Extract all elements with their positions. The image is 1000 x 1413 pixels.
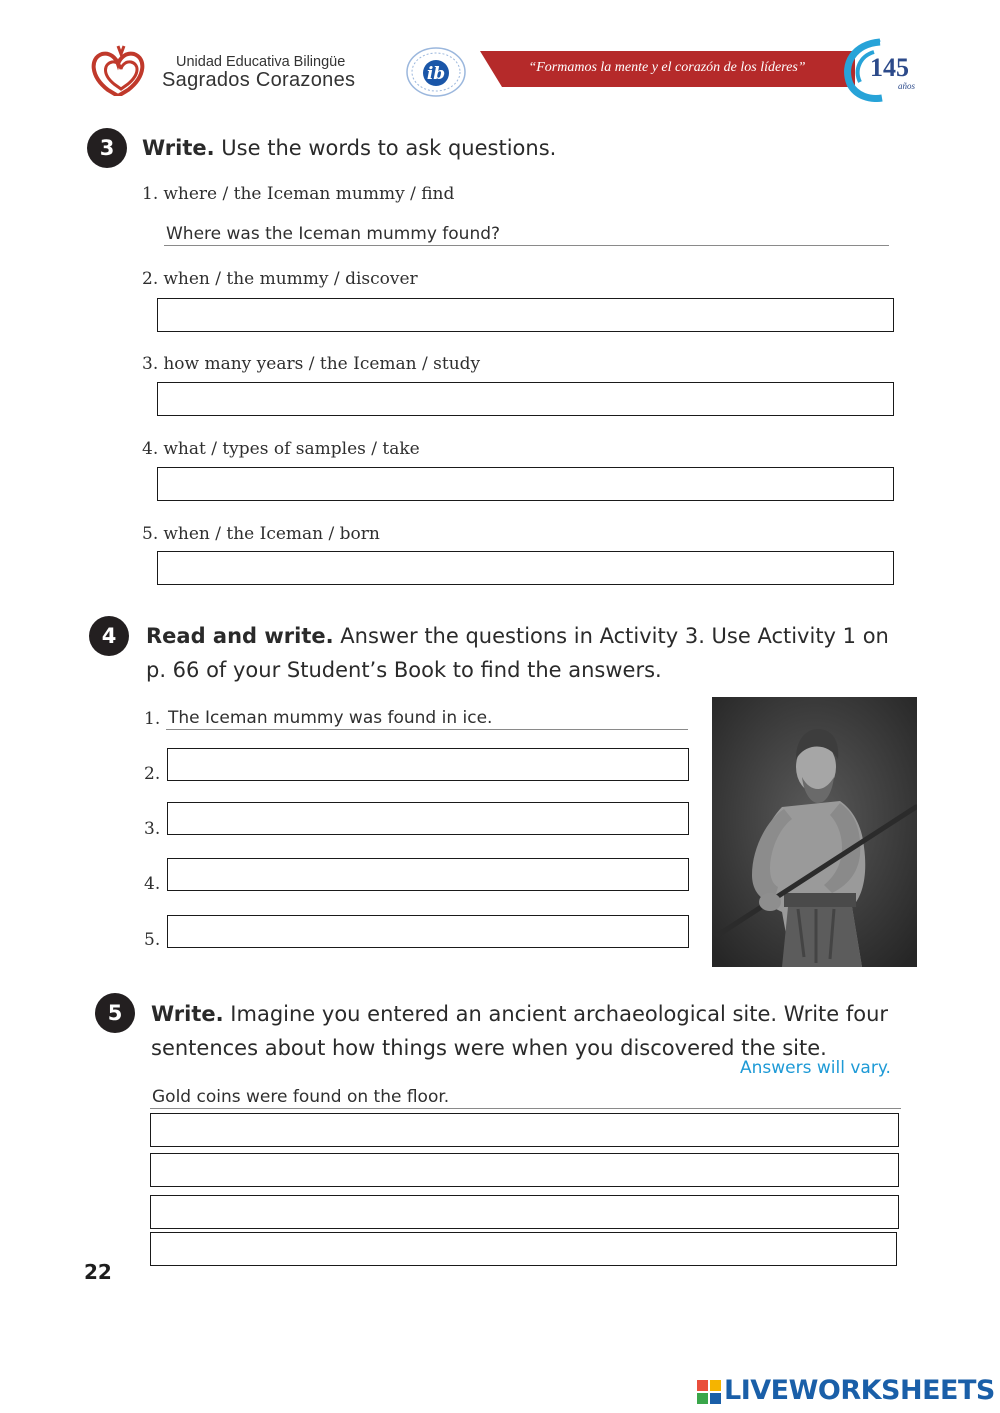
page-number: 22 [84,1260,112,1284]
activity-5-answer-2-input[interactable] [150,1153,899,1187]
activity-4-answer-5-input[interactable] [167,915,689,948]
activity-3-item-4 [142,439,420,459]
answer-line [164,245,889,246]
activity-5-badge: 5 [95,993,135,1033]
activity-5-title: Write. [151,1002,224,1026]
activity-5-instruction [151,997,911,1065]
school-logo-icon [88,44,154,96]
answer-line [166,729,688,730]
answer-line [150,1108,901,1109]
activity-3-badge: 3 [87,128,127,168]
activity-3-instruction-text: Use the words to ask questions. [221,136,557,160]
activity-5-example-answer: Gold coins were found on the floor. [152,1087,450,1107]
item-number: 1. [144,709,161,729]
activity-4-answer-4-input[interactable] [167,858,689,891]
item-number: 4. [144,874,161,894]
item-number: 3. [142,354,159,374]
school-motto: “Formamos la mente y el corazón de los líderes” [528,60,806,75]
activity-3-answer-2-input[interactable] [157,298,894,332]
activity-3-item-2 [142,269,418,289]
activity-4-instruction-line2: p. 66 of your Student’s Book to find the answers. [146,658,662,682]
item-number: 2. [144,764,161,784]
anniversary-sub: años [898,81,916,91]
activity-5-instruction-line2: sentences about how things were when you discovered the site. [151,1036,827,1060]
anniversary-number: 145 [870,53,909,82]
activity-3-item-5 [142,524,380,544]
school-name-line1: Unidad Educativa Bilingüe [176,54,346,70]
activity-5-answer-1-input[interactable] [150,1113,899,1147]
item-number: 3. [144,819,161,839]
activity-3-answer-5-input[interactable] [157,551,894,585]
activity-4-example-answer: The Iceman mummy was found in ice. [168,708,493,728]
activity-3-answer-3-input[interactable] [157,382,894,416]
item-number: 5. [142,524,159,544]
activity-4-answer-2-input[interactable] [167,748,689,781]
activity-3-example-answer: Where was the Iceman mummy found? [166,224,501,244]
liveworksheets-logo-icon [697,1380,721,1404]
answers-will-vary-note: Answers will vary. [740,1058,891,1078]
activity-4-answer-3-input[interactable] [167,802,689,835]
item-prompt: when / the Iceman / born [163,524,380,544]
ib-logo-text: ib [426,64,446,84]
activity-3-item-1 [142,184,454,204]
school-name-line2: Sagrados Corazones [162,69,356,91]
activity-3-answer-4-input[interactable] [157,467,894,501]
liveworksheets-brand: LIVEWORKSHEETS [724,1375,995,1406]
item-number: 5. [144,930,161,950]
activity-3-title: Write. [142,136,215,160]
item-number: 4. [142,439,159,459]
activity-3-instruction [142,131,556,165]
activity-4-badge: 4 [89,616,129,656]
iceman-photo [712,697,917,967]
item-number: 2. [142,269,159,289]
item-prompt: how many years / the Iceman / study [163,354,481,374]
item-prompt: what / types of samples / take [163,439,420,459]
activity-3-item-3 [142,354,480,374]
activity-5-answer-4-input[interactable] [150,1232,897,1266]
ib-logo-icon [405,46,467,98]
item-prompt: where / the Iceman mummy / find [163,184,455,204]
activity-4-instruction [146,619,916,687]
activity-5-instruction-line1: Imagine you entered an ancient archaeological site. Write four [230,1002,889,1026]
item-prompt: when / the mummy / discover [163,269,418,289]
item-number: 1. [142,184,159,204]
activity-4-instruction-line1: Answer the questions in Activity 3. Use Activity 1 on [340,624,889,648]
activity-5-answer-3-input[interactable] [150,1195,899,1229]
activity-4-title: Read and write. [146,624,334,648]
